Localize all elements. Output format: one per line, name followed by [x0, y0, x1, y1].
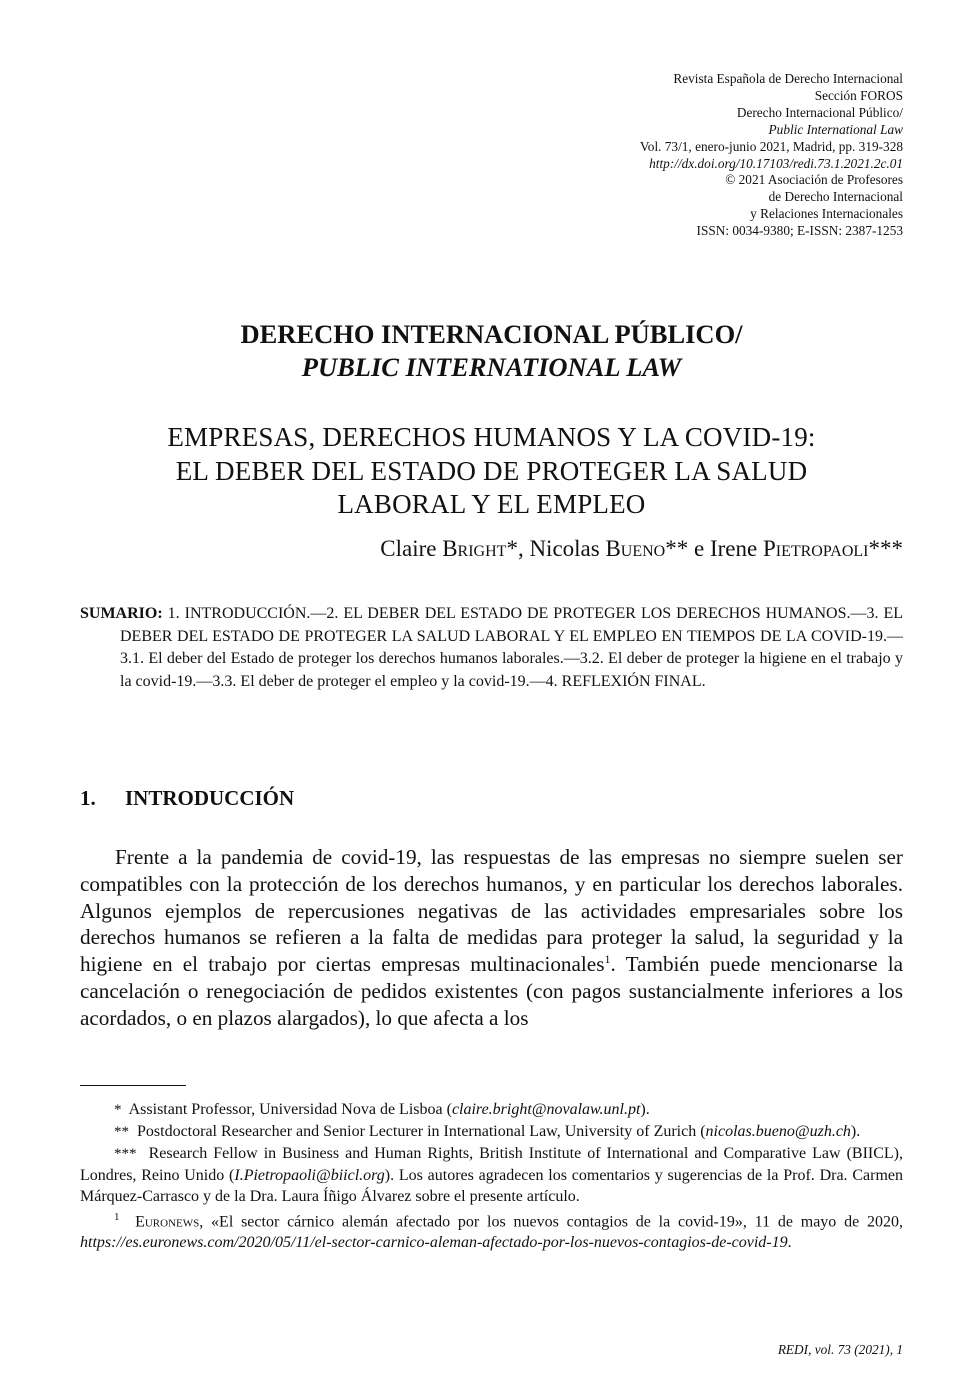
page-footer: REDI, vol. 73 (2021), 1	[777, 1342, 903, 1357]
journal-subsection-en: Public International Law	[768, 121, 903, 137]
article-title	[120, 421, 863, 522]
author-1-last-name: Bright	[442, 536, 507, 561]
footnote-4-end: .	[787, 1234, 792, 1252]
doi-link[interactable]: http://dx.doi.org/10.17103/redi.73.1.2021.2c.01	[649, 155, 903, 171]
footnote-2-end: ).	[850, 1123, 861, 1140]
section-title-es: DERECHO INTERNACIONAL PÚBLICO/	[240, 319, 743, 349]
summary-text: 1. INTRODUCCIÓN.—2. EL DEBER DEL ESTADO DE PROTEGER LOS DERECHOS HUMANOS.—3. EL DEBER DEL ESTADO DE PROTEGER LA SALUD LABORAL Y EL EMPLEO EN TIEMPOS DE LA COVID-19.—3.1. El deber del Estado de proteger los derechos humanos laborales.—3.2. El deber de proteger la higiene en el trabajo y la covid-19.—3.3. El deber de proteger el empleo y la covid-19.—4. REFLEXIÓN FINAL.	[120, 605, 904, 690]
author-2-footnote-mark: **	[665, 536, 689, 561]
footnote-3-end: ). Los autores agradecen los comentarios y sugerencias de la Prof. Dra. Carmen Márquez-Carrasco y de la Dra. Laura Íñigo Álvarez sobre el presente artículo.	[80, 1167, 903, 1205]
footnote-1-text: Assistant Professor, Universidad Nova de Lisboa (	[128, 1101, 452, 1118]
author-list	[380, 534, 903, 564]
copyright-line-2: de Derecho Internacional	[768, 189, 903, 205]
section-title-en: PUBLIC INTERNATIONAL LAW	[301, 352, 682, 382]
article-title-line-2: EL DEBER DEL ESTADO DE PROTEGER LA SALUD	[175, 455, 808, 486]
journal-name: Revista Española de Derecho Internacional	[673, 71, 903, 86]
author-2-first-name: Nicolas	[529, 536, 600, 561]
article-title-line-1: EMPRESAS, DERECHOS HUMANOS Y LA COVID-19:	[167, 422, 816, 452]
section-heading	[80, 784, 294, 812]
footnote-2	[80, 1121, 903, 1143]
page	[80, 0, 903, 1388]
footnote-3-email[interactable]: I.Pietropaoli@biicl.org	[234, 1167, 385, 1184]
section-heading-number: 1.	[80, 786, 96, 810]
footnote-reference[interactable]: 1	[604, 952, 611, 967]
summary	[80, 603, 903, 693]
author-3-first-name: Irene	[709, 536, 758, 561]
journal-masthead	[640, 71, 903, 240]
footnote-1-mark: *	[114, 1102, 122, 1118]
copyright-line-1: © 2021 Asociación de Profesores	[725, 172, 903, 188]
author-2-last-name: Bueno	[605, 536, 666, 561]
footnote-1	[80, 1099, 903, 1121]
footnote-3-mark: ***	[114, 1146, 137, 1162]
footnote-3-text: Research Fellow in Business and Human Rights, British Institute of International and Comparative Law (BIICL), Londres, Reino Unido (	[80, 1145, 904, 1184]
footnote-3	[80, 1143, 903, 1207]
footnote-2-text: Postdoctoral Researcher and Senior Lecturer in International Law, University of Zurich (	[137, 1123, 706, 1140]
body-text-part-2: . También puede mencionarse la cancelación o renegociación de pedidos existentes (con pagos sustancialmente inferiores a los acordados, o en plazos alargados), lo que afecta a los	[80, 952, 903, 1030]
body-paragraph	[80, 844, 903, 1032]
footnote-separator	[80, 1085, 186, 1086]
footnote-4-mark: 1	[114, 1211, 120, 1223]
journal-volume: Vol. 73/1, enero-junio 2021, Madrid, pp. 319-328	[639, 138, 903, 154]
article-title-line-3: LABORAL Y EL EMPLEO	[337, 489, 646, 519]
copyright-line-3: y Relaciones Internacionales	[750, 206, 903, 222]
footnotes	[80, 1099, 903, 1253]
section-title	[80, 318, 903, 384]
footnote-1-email[interactable]: claire.bright@novalaw.unl.pt	[451, 1101, 641, 1118]
footnote-4-text: , «El sector cárnico alemán afectado por los nuevos contagios de la covid-19», 11 de mayo de 2020,	[199, 1213, 904, 1231]
footnote-4-url[interactable]: https://es.euronews.com/2020/05/11/el-sector-carnico-aleman-afectado-por-los-nuevos-contagios-de-covid-19	[80, 1234, 788, 1252]
footnote-2-email[interactable]: nicolas.bueno@uzh.ch	[705, 1123, 851, 1140]
issn: ISSN: 0034-9380; E-ISSN: 2387-1253	[696, 223, 903, 239]
author-1-first-name: Claire	[380, 536, 437, 561]
author-3-footnote-mark: ***	[868, 536, 903, 561]
author-3-last-name: Pietropaoli	[762, 536, 869, 561]
footnote-2-mark: **	[114, 1124, 129, 1140]
journal-subsection: Derecho Internacional Público/	[736, 104, 903, 120]
body-text-part-1: Frente a la pandemia de covid-19, las respuestas de las empresas no siempre suelen ser compatibles con la protección de los derechos humanos, y en particular los derechos laborales. Algunos ejemplos de repercusiones negativas de las actividades empresariales sobre los derechos humanos se refieren a la falta de medidas para proteger la salud, la seguridad y la higiene en el trabajo por ciertas empresas multinacionales	[80, 845, 903, 977]
author-conjunction: e	[693, 536, 705, 561]
section-heading-text: INTRODUCCIÓN	[125, 786, 295, 810]
footnote-4-source: Euronews	[135, 1213, 200, 1231]
author-1-footnote-mark: *,	[506, 536, 524, 561]
footnote-1-end: ).	[640, 1101, 650, 1118]
summary-label: SUMARIO:	[80, 605, 163, 622]
footnote-4	[80, 1207, 903, 1253]
journal-section: Sección FOROS	[814, 87, 903, 103]
